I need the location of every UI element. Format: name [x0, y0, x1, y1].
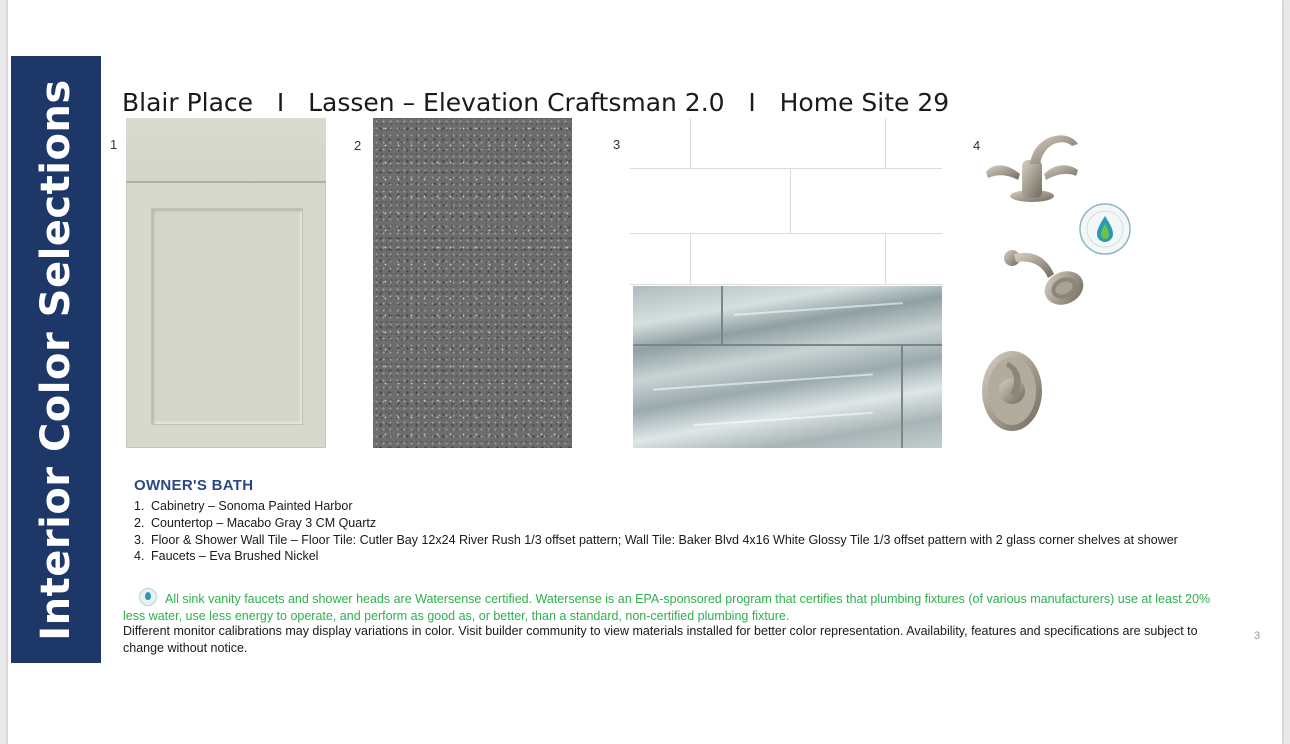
- shower-valve-icon: [976, 348, 1046, 434]
- list-item-number: 4.: [134, 549, 145, 564]
- floor-tile-seam: [901, 346, 903, 448]
- floor-tile-seam: [633, 344, 942, 346]
- floor-tile: [633, 286, 942, 448]
- wall-tile-grout: [690, 118, 691, 168]
- wall-tile-grout: [630, 284, 942, 285]
- list-item-text: Faucets – Eva Brushed Nickel: [151, 549, 319, 564]
- wall-tile-grout: [630, 233, 942, 234]
- wall-tile-grout: [790, 168, 791, 233]
- floor-tile-vein: [733, 302, 903, 316]
- wall-tile-grout: [885, 233, 886, 284]
- shower-head-icon: [1002, 244, 1088, 314]
- floor-tile-seam: [721, 286, 723, 344]
- watersense-note: [123, 588, 1233, 625]
- swatch-number-4: 4: [973, 138, 981, 153]
- list-item: [134, 515, 1214, 532]
- floor-tile-vein: [653, 373, 873, 390]
- watersense-small-icon: [139, 588, 157, 606]
- floor-tile-vein: [693, 412, 873, 427]
- watersense-note-text: All sink vanity faucets and shower heads are Watersense certified. Watersense is an EPA-sponsored program that certifies that plumbing fixtures (of various manufacturers) use at least 20% less water, use less energy to operate, and perform as good as, or better, than a standard, non-certified plumbing fixture.: [123, 592, 1211, 623]
- selection-list: [134, 498, 1214, 565]
- swatch-number-1: 1: [110, 137, 118, 152]
- wall-tile-grout: [885, 118, 886, 168]
- document-page: [8, 0, 1282, 744]
- list-item-number: 1.: [134, 499, 145, 513]
- list-item: [134, 532, 1214, 549]
- page-number: 3: [1254, 630, 1261, 642]
- page-title: Blair Place I Lassen – Elevation Craftsman 2.0 I Home Site 29: [122, 88, 950, 117]
- sink-faucet-icon: [982, 124, 1082, 206]
- list-item: [134, 548, 1214, 565]
- list-item-text: Countertop – Macabo Gray 3 CM Quartz: [151, 515, 377, 530]
- cabinet-drawer-rail: [126, 118, 326, 183]
- sidebar-title: Interior Color Selections: [33, 79, 79, 641]
- list-item-number: 3.: [134, 532, 145, 547]
- section-title: OWNER'S BATH: [134, 477, 254, 494]
- tile-swatch: [630, 118, 942, 448]
- cabinet-door-swatch: [126, 118, 326, 448]
- list-item-text: Cabinetry – Sonoma Painted Harbor: [151, 499, 353, 513]
- list-item: [134, 498, 1214, 515]
- wall-tile-grout: [630, 168, 942, 169]
- swatch-number-2: 2: [354, 138, 362, 153]
- list-item-text: Floor & Shower Wall Tile – Floor Tile: Cutler Bay 12x24 River Rush 1/3 offset pattern; Wall Tile: Baker Blvd 4x16 White Glossy Tile 1/3 offset pattern with 2 glass corner shelves at shower: [151, 532, 1178, 547]
- swatch-number-3: 3: [613, 137, 621, 152]
- quartz-countertop-swatch: [373, 118, 572, 448]
- disclaimer-note: Different monitor calibrations may display variations in color. Visit builder community to view materials installed for better color representation. Availability, features and specifications are subject to change without notice.: [123, 624, 1198, 655]
- faucet-fixtures-swatch: [970, 120, 1130, 440]
- cabinet-recessed-panel: [151, 208, 303, 425]
- list-item-number: 2.: [134, 515, 145, 530]
- wall-tile-grout: [690, 233, 691, 284]
